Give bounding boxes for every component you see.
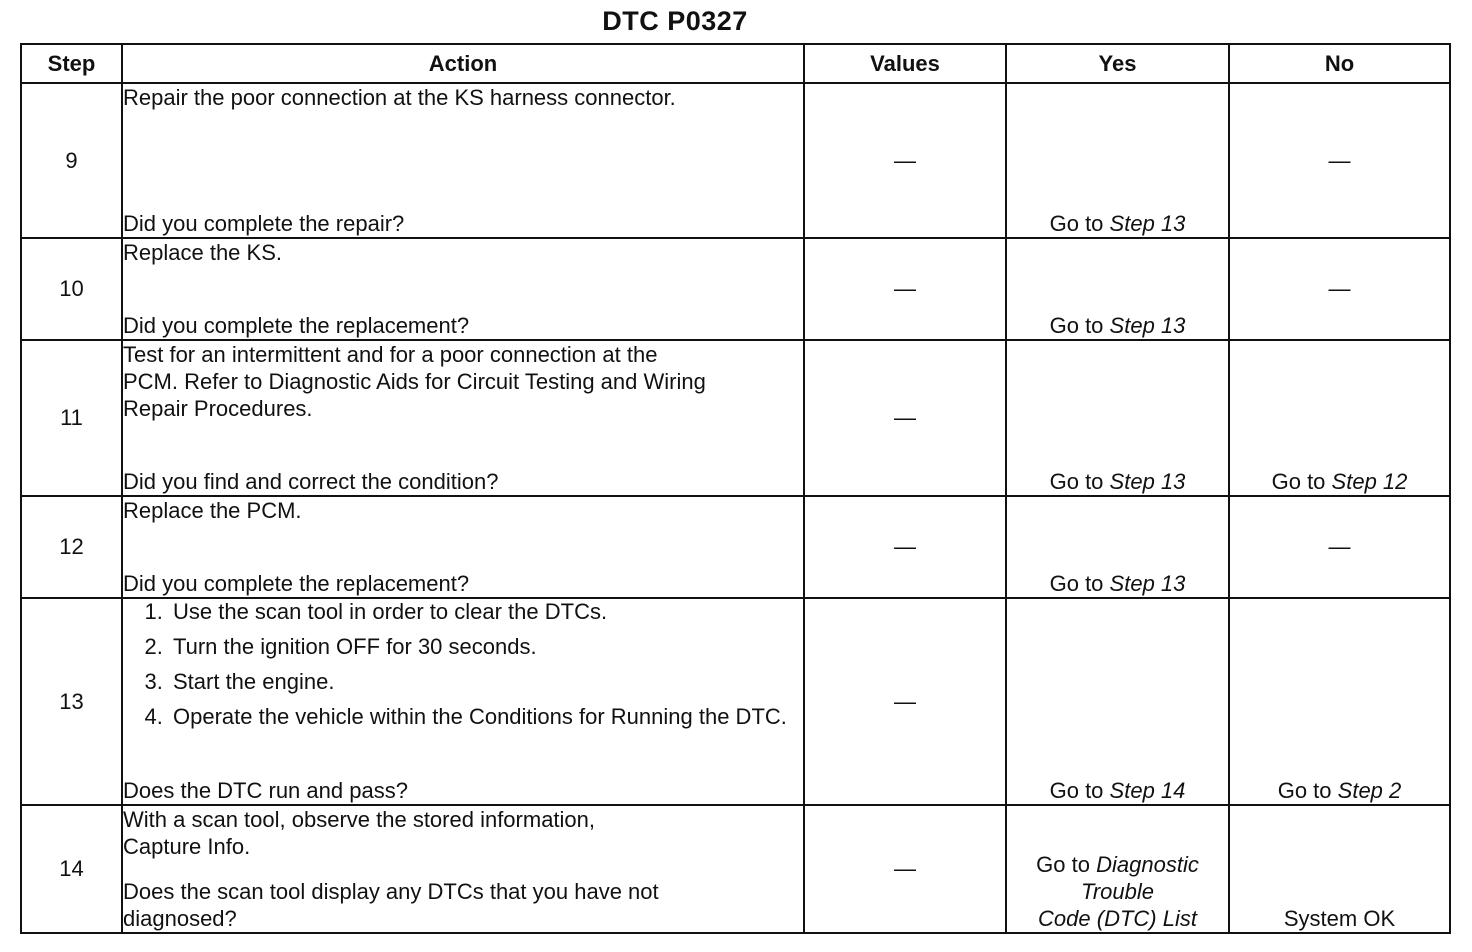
step-number: 14 — [21, 805, 122, 933]
dash: — — [1328, 276, 1351, 301]
yes-cell — [1006, 340, 1229, 496]
list-item: 1. Use the scan tool in order to clear the DTCs. — [169, 599, 803, 624]
no-cell — [1229, 340, 1450, 496]
dash: — — [894, 276, 916, 301]
no-cell — [1229, 83, 1450, 238]
values-cell — [804, 598, 1006, 805]
action-text: Replace the KS. — [123, 240, 282, 265]
goto-label: Go to — [1277, 778, 1332, 803]
values-cell — [804, 83, 1006, 238]
dtc-table — [20, 43, 1451, 934]
system-ok-text: System OK — [1283, 906, 1396, 931]
action-question: Did you complete the replacement? — [123, 313, 470, 338]
no-step-link[interactable]: Step 12 — [1331, 469, 1408, 494]
action-text: Test for an intermittent and for a poor connection at the — [123, 342, 658, 367]
table-row — [21, 83, 1450, 238]
page-title: DTC P0327 — [602, 6, 748, 36]
no-cell — [1229, 238, 1450, 340]
list-item: 4. Operate the vehicle within the Conditions for Running the DTC. — [169, 704, 803, 729]
values-cell — [804, 496, 1006, 598]
yes-link-line[interactable]: Diagnostic — [1096, 852, 1199, 877]
dash: — — [894, 856, 916, 881]
header-row — [21, 44, 1450, 83]
header-action: Action — [122, 44, 804, 83]
table-row — [21, 496, 1450, 598]
action-question: Did you complete the repair? — [123, 211, 405, 236]
table-row — [21, 805, 1450, 933]
goto-label: Go to — [1049, 469, 1104, 494]
yes-cell — [1006, 83, 1229, 238]
values-cell — [804, 238, 1006, 340]
header-no: No — [1229, 44, 1450, 83]
table-row — [21, 598, 1450, 805]
action-text: With a scan tool, observe the stored information, — [123, 807, 596, 832]
yes-step-link[interactable]: Step 13 — [1109, 469, 1186, 494]
goto-label: Go to — [1049, 778, 1104, 803]
goto-label: Go to — [1049, 313, 1104, 338]
action-cell — [122, 805, 804, 933]
no-cell — [1229, 496, 1450, 598]
dash: — — [1328, 534, 1351, 559]
yes-cell — [1006, 238, 1229, 340]
action-cell — [122, 83, 804, 238]
no-cell — [1229, 805, 1450, 933]
action-question: Did you complete the replacement? — [123, 571, 470, 596]
action-cell — [122, 340, 804, 496]
step-number: 11 — [21, 340, 122, 496]
values-cell — [804, 805, 1006, 933]
yes-step-link[interactable]: Step 13 — [1109, 211, 1186, 236]
list-item: 3. Start the engine. — [169, 669, 803, 694]
step-number: 13 — [21, 598, 122, 805]
action-text: Capture Info. — [123, 834, 251, 859]
action-steps-list — [123, 599, 803, 739]
yes-link-line[interactable]: Code (DTC) List — [1038, 906, 1197, 931]
yes-cell — [1006, 805, 1229, 933]
action-question: Does the DTC run and pass? — [123, 778, 408, 803]
yes-step-link[interactable]: Step 13 — [1109, 571, 1186, 596]
header-step: Step — [21, 44, 122, 83]
yes-cell — [1006, 598, 1229, 805]
step-number: 12 — [21, 496, 122, 598]
yes-link-line[interactable]: Trouble — [1081, 879, 1154, 904]
action-text: Replace the PCM. — [123, 498, 302, 523]
dash: — — [894, 405, 916, 430]
dash: — — [894, 688, 916, 714]
yes-step-link[interactable]: Step 14 — [1109, 778, 1186, 803]
list-item: 2. Turn the ignition OFF for 30 seconds. — [169, 634, 803, 659]
action-text: PCM. Refer to Diagnostic Aids for Circuit Testing and Wiring — [123, 369, 706, 394]
goto-label: Go to — [1049, 571, 1104, 596]
action-cell — [122, 496, 804, 598]
goto-label: Go to — [1036, 852, 1090, 877]
no-step-link[interactable]: Step 2 — [1337, 778, 1402, 803]
dash: — — [894, 147, 916, 173]
step-number: 9 — [21, 83, 122, 238]
action-question: Does the scan tool display any DTCs that you have not — [123, 879, 659, 904]
step-number: 10 — [21, 238, 122, 340]
action-cell — [122, 598, 804, 805]
dash: — — [894, 534, 916, 559]
values-cell — [804, 340, 1006, 496]
action-cell — [122, 238, 804, 340]
header-yes: Yes — [1006, 44, 1229, 83]
action-text: Repair the poor connection at the KS harness connector. — [123, 85, 676, 110]
table-row — [21, 238, 1450, 340]
table-row — [21, 340, 1450, 496]
action-text: Repair Procedures. — [123, 396, 313, 421]
yes-cell — [1006, 496, 1229, 598]
header-values: Values — [804, 44, 1006, 83]
goto-label: Go to — [1049, 211, 1104, 236]
action-question: Did you find and correct the condition? — [123, 469, 499, 494]
goto-label: Go to — [1271, 469, 1326, 494]
no-cell — [1229, 598, 1450, 805]
action-question: diagnosed? — [123, 906, 237, 931]
dash: — — [1328, 147, 1351, 173]
yes-step-link[interactable]: Step 13 — [1109, 313, 1186, 338]
